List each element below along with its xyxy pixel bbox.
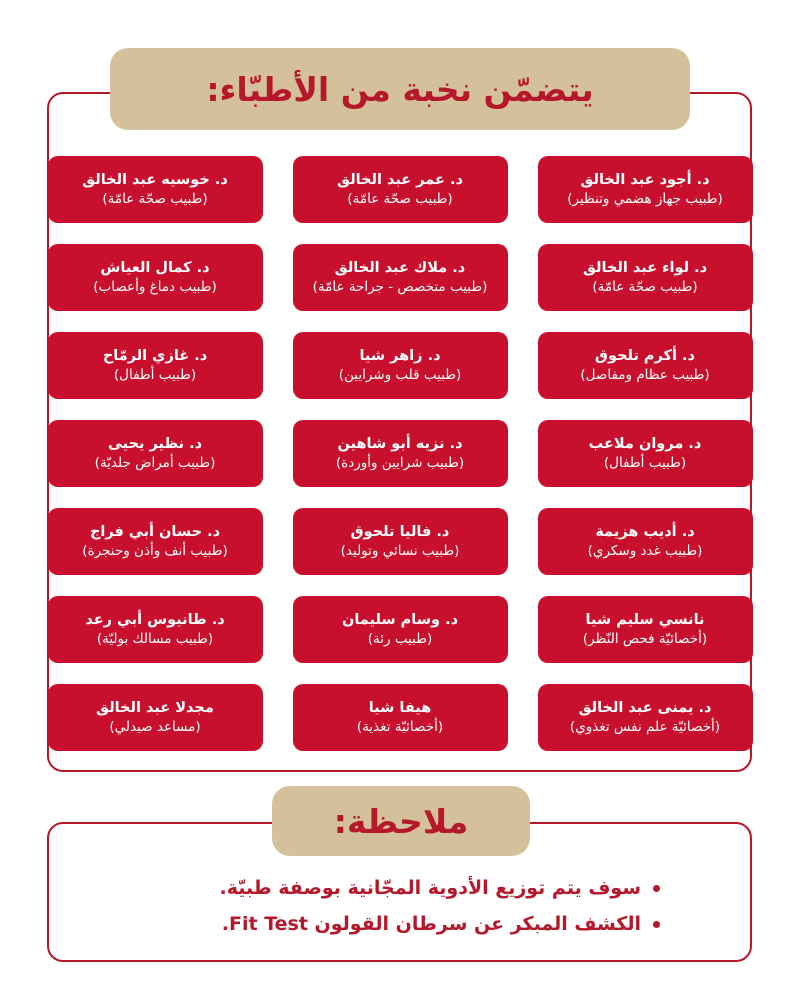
doctor-name: د. زاهر شيا xyxy=(359,347,441,364)
doctor-name: د. وسام سليمان xyxy=(341,611,459,628)
doctor-card xyxy=(538,596,753,663)
doctor-specialty: (طبيب متخصص - جراحة عامّة) xyxy=(312,279,488,296)
doctor-specialty: (طبيب قلب وشرايين) xyxy=(338,367,462,384)
note-item xyxy=(100,906,660,942)
doctor-specialty: (طبيب نسائي وتوليد) xyxy=(340,543,460,560)
doctor-card xyxy=(538,332,753,399)
doctor-name: د. مروان ملاعب xyxy=(588,435,702,452)
doctor-specialty: (طبيب مسالك بوليّة) xyxy=(96,631,214,648)
doctor-specialty: (أخصائيّة تغذية) xyxy=(356,719,444,736)
doctor-specialty: (أخصائيّة علم نفس تغذوي) xyxy=(569,719,721,736)
doctor-name: د. أديب هزيمة xyxy=(595,523,695,540)
note-item xyxy=(100,870,660,906)
doctor-name: د. لواء عبد الخالق xyxy=(582,259,708,276)
notes-title: ملاحظة: xyxy=(272,786,530,856)
doctor-name: د. أكرم تلحوق xyxy=(595,347,695,364)
doctor-name: د. أجود عبد الخالق xyxy=(580,171,710,188)
doctor-card xyxy=(48,156,263,223)
doctor-specialty: (طبيب رئة) xyxy=(367,631,433,648)
doctor-card xyxy=(293,596,508,663)
doctor-card xyxy=(538,244,753,311)
bullet-icon xyxy=(653,885,660,892)
doctor-specialty: (طبيب صحّة عامّة) xyxy=(102,191,208,208)
doctor-card xyxy=(48,596,263,663)
doctor-specialty: (طبيب عظام ومفاصل) xyxy=(580,367,710,384)
doctor-card xyxy=(538,420,753,487)
doctor-specialty: (مساعد صيدلي) xyxy=(109,719,201,736)
doctor-card xyxy=(538,508,753,575)
note-text: الكشف المبكر عن سرطان القولون Fit Test. xyxy=(221,913,641,935)
doctor-specialty: (طبيب أطفال) xyxy=(113,367,197,384)
doctor-specialty: (طبيب أنف وأذن وحنجرة) xyxy=(82,543,228,560)
doctor-specialty: (طبيب جهاز هضمي وتنظير) xyxy=(567,191,723,208)
doctor-name: د. غازي الرمّاح xyxy=(102,347,208,364)
note-text: سوف يتم توزيع الأدوية المجّانية بوصفة طبيّة. xyxy=(219,877,641,899)
doctor-name: د. حسان أبي فراج xyxy=(89,523,221,540)
doctors-title: يتضمّن نخبة من الأطبّاء: xyxy=(110,48,690,130)
doctor-card xyxy=(48,244,263,311)
doctor-name: مجدلا عبد الخالق xyxy=(96,699,214,716)
doctor-card xyxy=(293,156,508,223)
doctor-card xyxy=(48,508,263,575)
doctor-name: د. عمر عبد الخالق xyxy=(337,171,463,188)
doctor-name: د. كمال العياش xyxy=(100,259,210,276)
doctor-specialty: (طبيب أطفال) xyxy=(603,455,687,472)
doctor-name: د. طانيوس أبي رعد xyxy=(85,611,225,628)
doctor-card xyxy=(538,156,753,223)
doctor-specialty: (طبيب صحّة عامّة) xyxy=(347,191,453,208)
bullet-icon xyxy=(653,921,660,928)
doctor-specialty: (طبيب دماغ وأعصاب) xyxy=(93,279,217,296)
notes-list xyxy=(100,870,660,942)
doctor-card xyxy=(293,244,508,311)
doctor-card xyxy=(48,332,263,399)
doctor-card xyxy=(293,420,508,487)
doctor-card xyxy=(293,684,508,751)
doctor-name: د. ملاك عبد الخالق xyxy=(334,259,466,276)
doctor-specialty: (أخصائيّة فحص النّظر) xyxy=(582,631,708,648)
doctor-name: د. فاليا تلحوق xyxy=(350,523,450,540)
doctor-card xyxy=(48,420,263,487)
doctor-name: د. نزيه أبو شاهين xyxy=(337,435,463,452)
doctor-specialty: (طبيب شرايين وأوردة) xyxy=(335,455,465,472)
doctor-card xyxy=(293,508,508,575)
doctor-card xyxy=(293,332,508,399)
doctors-grid xyxy=(48,156,752,751)
doctor-name: هيفا شيا xyxy=(368,699,432,716)
doctor-card xyxy=(538,684,753,751)
doctor-specialty: (طبيب صحّة عامّة) xyxy=(592,279,698,296)
doctor-name: د. نظير يحيى xyxy=(107,435,203,452)
doctor-name: نانسي سليم شيا xyxy=(585,611,705,628)
doctor-specialty: (طبيب أمراض جلديّة) xyxy=(94,455,216,472)
doctor-name: د. خوسيه عبد الخالق xyxy=(82,171,228,188)
doctor-card xyxy=(48,684,263,751)
doctor-name: د. يمنى عبد الخالق xyxy=(578,699,712,716)
doctor-specialty: (طبيب غدد وسكري) xyxy=(587,543,703,560)
